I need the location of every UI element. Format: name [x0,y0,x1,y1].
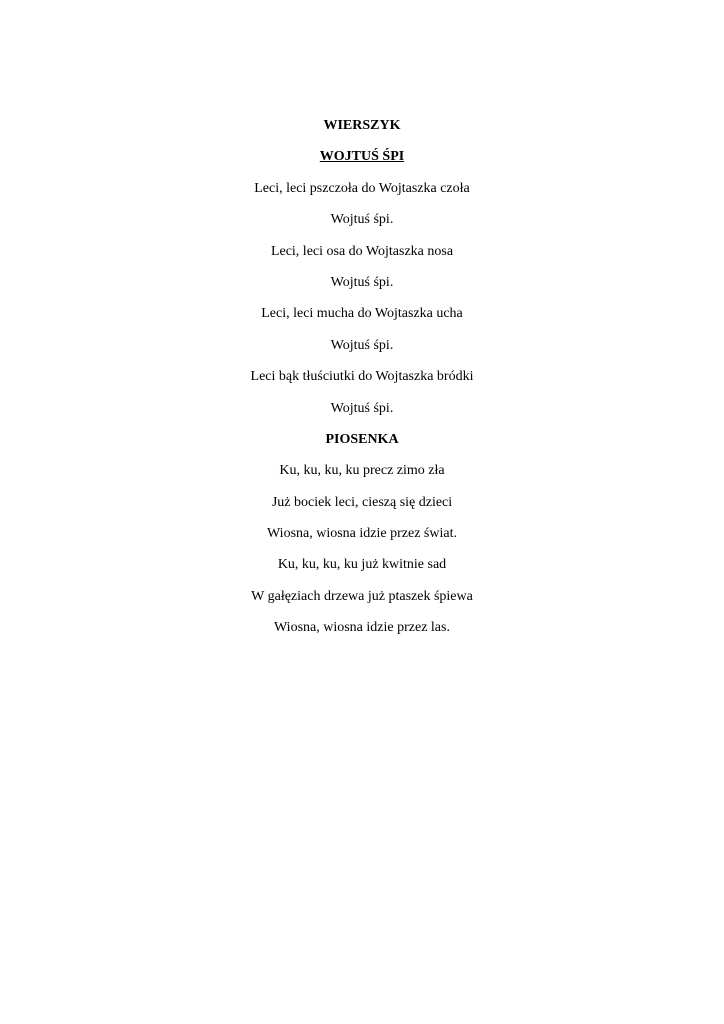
song-line: Ku, ku, ku, ku już kwitnie sad [277,557,447,573]
poem-line: Wojtuś śpi. [330,274,394,290]
poem-line: Leci, leci mucha do Wojtaszka ucha [261,306,463,322]
poem-line: Leci, leci pszczoła do Wojtaszka czoła [254,180,470,196]
song-line: Wiosna, wiosna idzie przez świat. [267,526,457,542]
section-title-song: PIOSENKA [325,431,399,447]
poem-line: Wojtuś śpi. [330,400,394,416]
song-line: W gałęziach drzewa już ptaszek śpiewa [251,588,473,604]
song-line: Wiosna, wiosna idzie przez las. [274,620,450,636]
poem-title: WOJTUŚ ŚPI [319,149,405,165]
poem-line: Leci bąk tłuściutki do Wojtaszka bródki [250,369,474,385]
song-line: Już bociek leci, cieszą się dzieci [271,494,453,510]
text-block [0,115,724,649]
song-line: Ku, ku, ku, ku precz zimo zła [279,463,445,479]
poem-line: Leci, leci osa do Wojtaszka nosa [270,243,454,259]
poem-line: Wojtuś śpi. [330,212,394,228]
poem-line: Wojtuś śpi. [330,337,394,353]
section-title-poem: WIERSZYK [323,118,401,133]
